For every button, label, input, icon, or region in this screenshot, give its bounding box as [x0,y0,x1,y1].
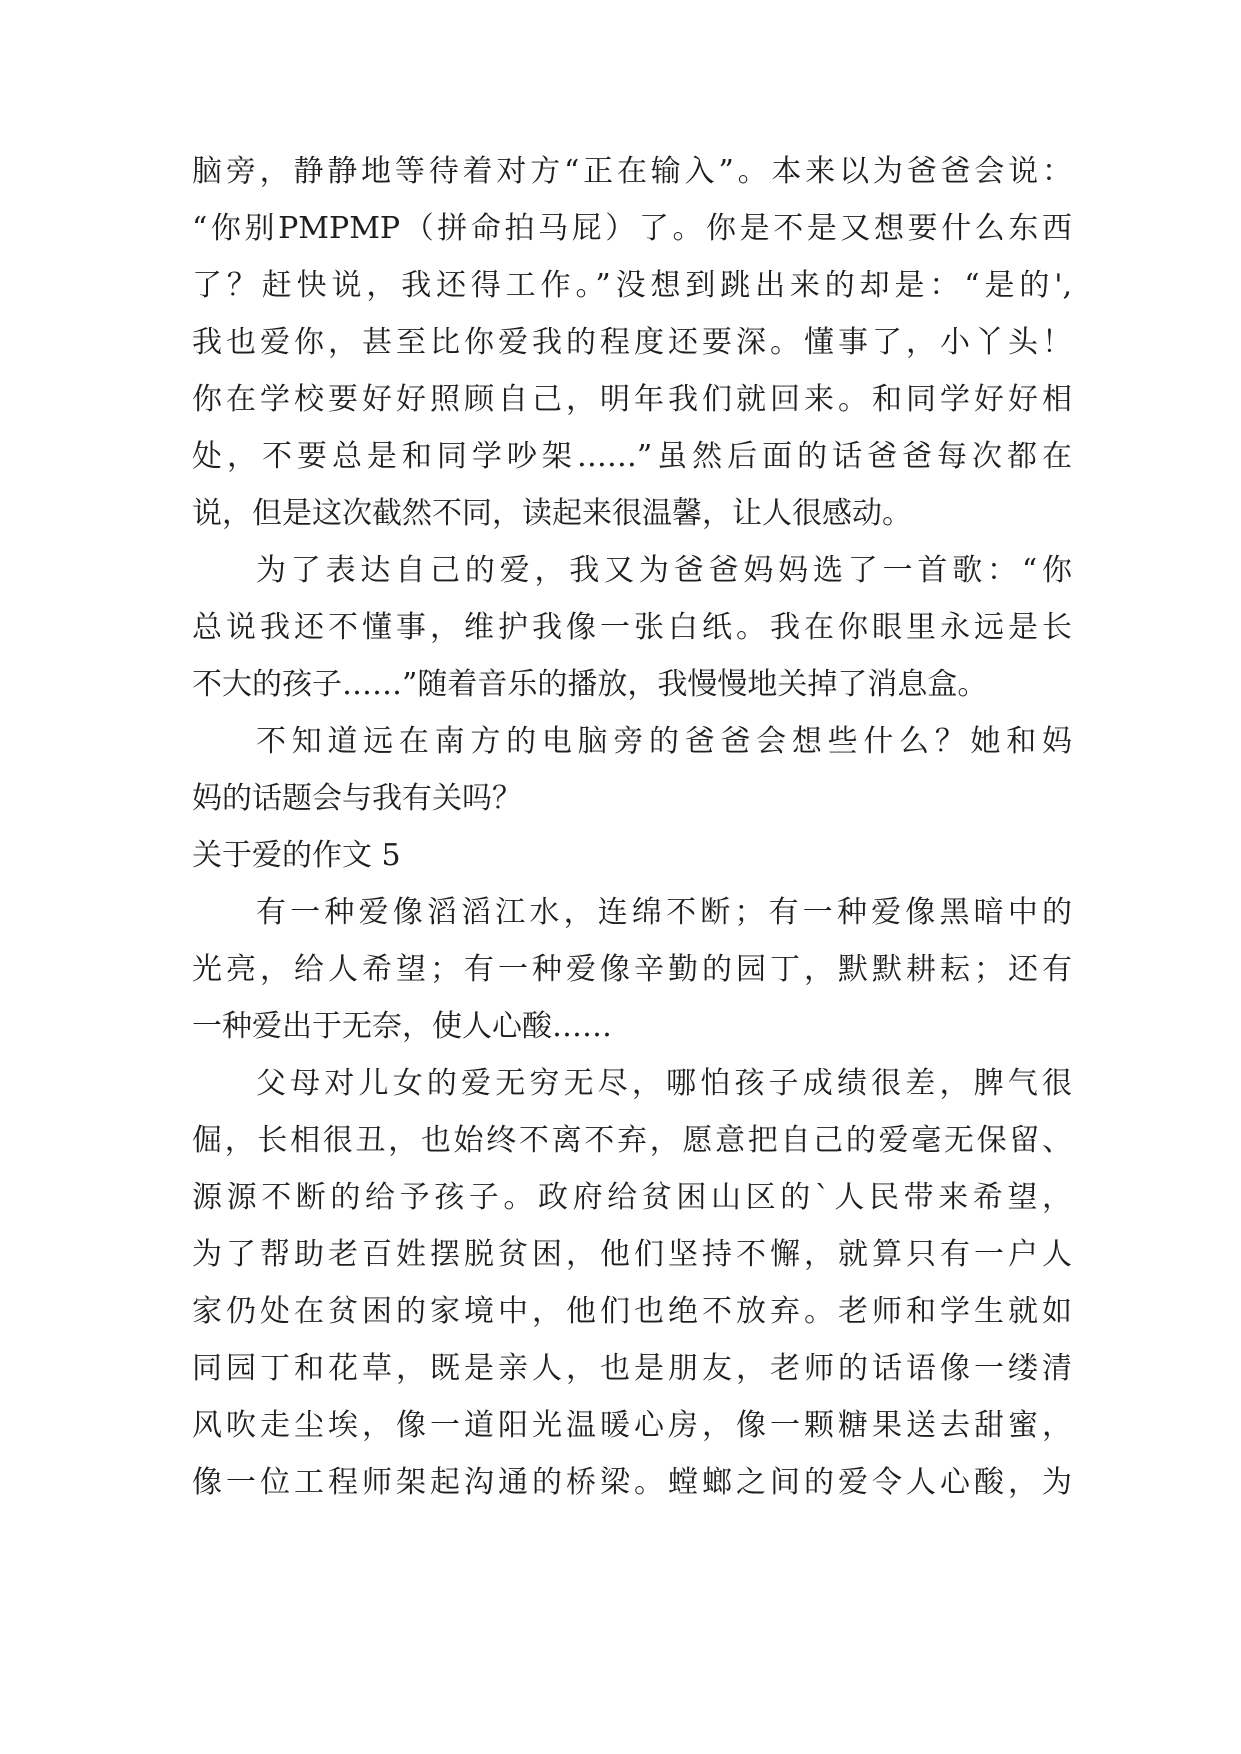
paragraph-line: “你别PMPMP（拼命拍马屁）了。你是不是又想要什么东西 [192,211,1072,246]
paragraph-line: 同园丁和花草，既是亲人，也是朋友，老师的话语像一缕清 [192,1351,1072,1386]
paragraph-line: 脑旁，静静地等待着对方“正在输入”。本来以为爸爸会说： [192,154,1072,189]
paragraph-line: 你在学校要好好照顾自己，明年我们就回来。和同学好好相 [192,382,1072,417]
paragraph-line: 一种爱出于无奈，使人心酸…… [192,1009,612,1044]
paragraph-line: 倔，长相很丑，也始终不离不弃，愿意把自己的爱毫无保留、 [192,1123,1072,1158]
paragraph-line: 源源不断的给予孩子。政府给贫困山区的`人民带来希望， [192,1180,1072,1215]
paragraph-line: 妈的话题会与我有关吗？ [192,781,522,816]
paragraph-line: 父母对儿女的爱无穷无尽，哪怕孩子成绩很差，脾气很 [256,1066,1072,1101]
paragraph-line: 了？赶快说，我还得工作。”没想到跳出来的却是：“是的', [192,268,1072,303]
paragraph-line: 家仍处在贫困的家境中，他们也绝不放弃。老师和学生就如 [192,1294,1072,1329]
paragraph-line: 为了帮助老百姓摆脱贫困，他们坚持不懈，就算只有一户人 [192,1237,1072,1272]
paragraph-line: 总说我还不懂事，维护我像一张白纸。我在你眼里永远是长 [192,610,1072,645]
section-heading: 关于爱的作文 5 [192,838,401,873]
paragraph-line: 不大的孩子……”随着音乐的播放，我慢慢地关掉了消息盒。 [192,667,988,702]
paragraph-line: 像一位工程师架起沟通的桥梁。螳螂之间的爱令人心酸，为 [192,1465,1072,1500]
paragraph-line: 风吹走尘埃，像一道阳光温暖心房，像一颗糖果送去甜蜜， [192,1408,1072,1443]
paragraph-line: 处，不要总是和同学吵架……”虽然后面的话爸爸每次都在 [192,439,1072,474]
paragraph-line: 我也爱你，甚至比你爱我的程度还要深。懂事了，小丫头！ [192,325,1072,360]
paragraph-line: 光亮，给人希望；有一种爱像辛勤的园丁，默默耕耘；还有 [192,952,1072,987]
paragraph-line: 不知道远在南方的电脑旁的爸爸会想些什么？她和妈 [256,724,1072,759]
paragraph-line: 为了表达自己的爱，我又为爸爸妈妈选了一首歌：“你 [256,553,1072,588]
paragraph-line: 说，但是这次截然不同，读起来很温馨，让人很感动。 [192,496,912,531]
paragraph-line: 有一种爱像滔滔江水，连绵不断；有一种爱像黑暗中的 [256,895,1072,930]
